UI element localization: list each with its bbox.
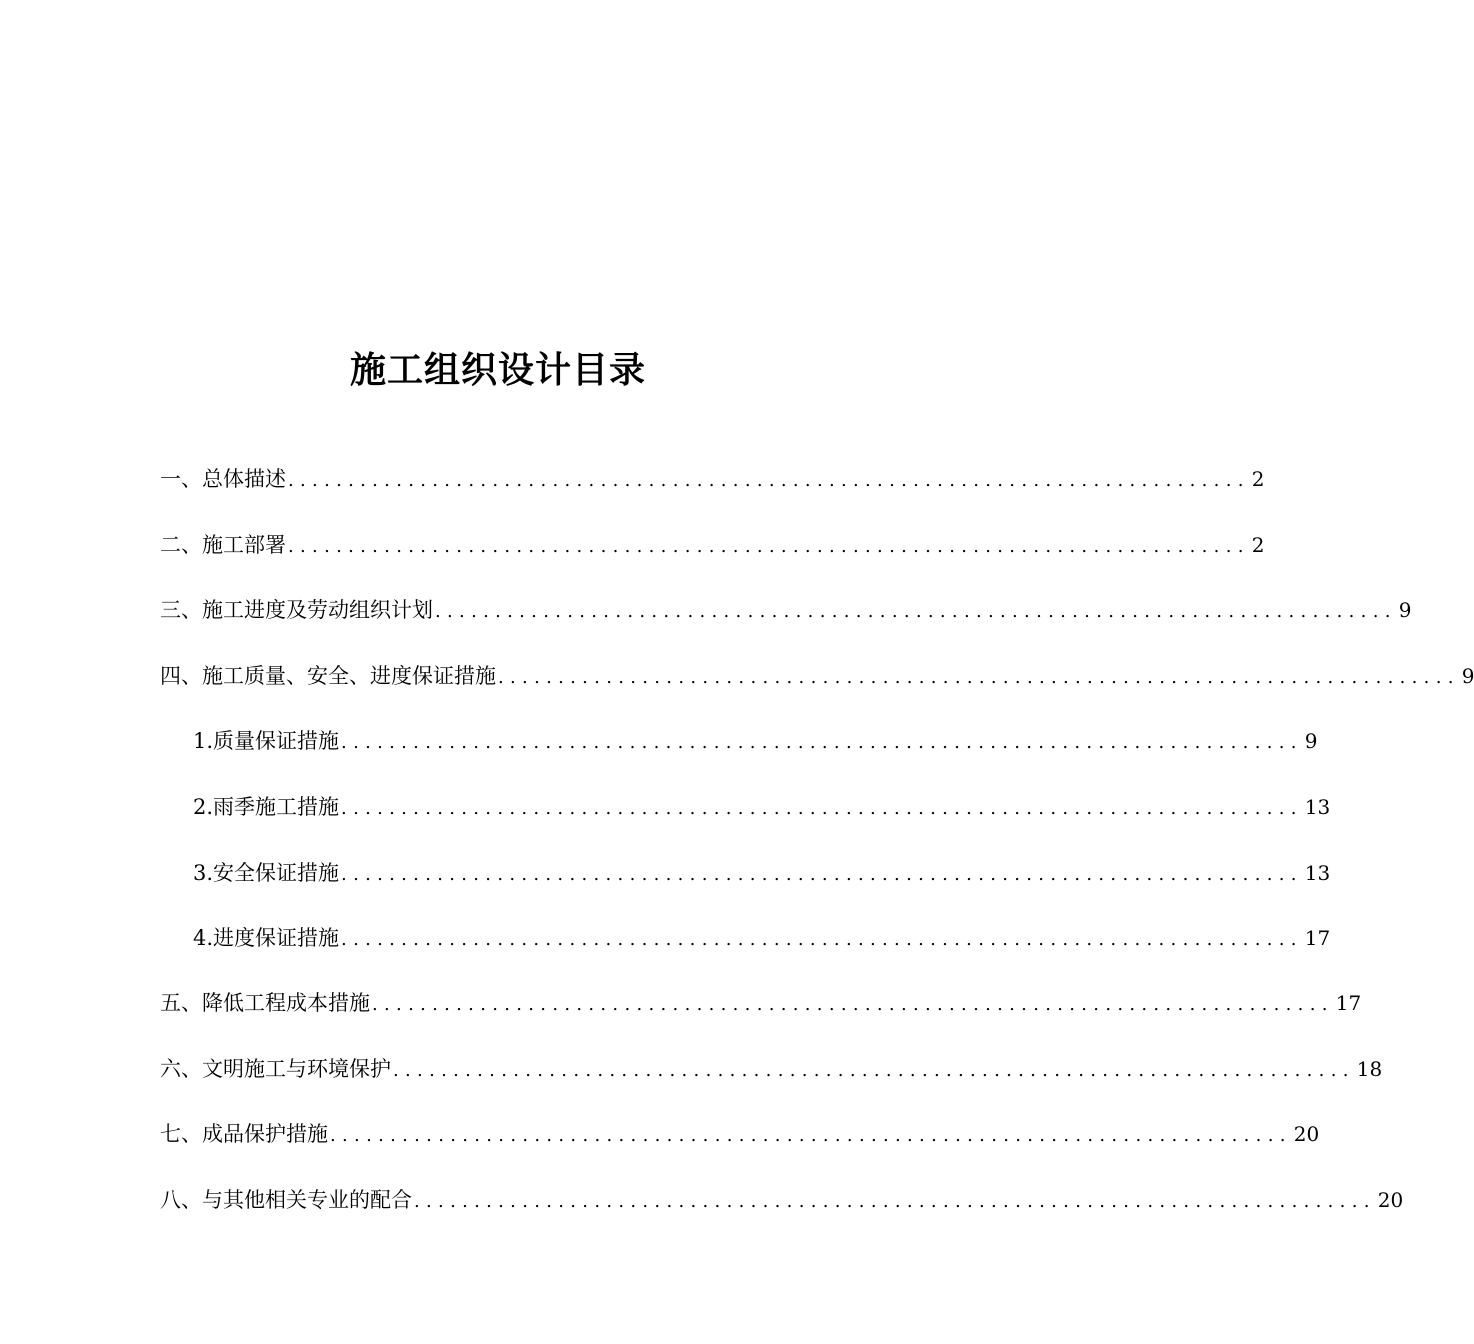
toc-entry-page: 13 (1304, 795, 1331, 819)
toc-entry[interactable] (160, 590, 1412, 630)
toc-entry-label: 五、降低工程成本措施 (160, 991, 370, 1015)
toc-entry[interactable] (193, 918, 1331, 958)
toc-entry-page: 2 (1251, 467, 1265, 491)
toc-entry-page: 17 (1335, 991, 1362, 1015)
toc-dot-leader: ................................................................................ (330, 1125, 1292, 1146)
toc-dot-leader: ................................................................................ (372, 994, 1334, 1015)
toc-dot-leader: ................................................................................ (435, 601, 1397, 622)
toc-entry-label: 4.进度保证措施 (193, 926, 340, 950)
toc-entry[interactable] (160, 983, 1362, 1023)
toc-entry-label: 3.安全保证措施 (193, 861, 340, 885)
toc-entry-label: 四、施工质量、安全、进度保证措施 (160, 664, 496, 688)
toc-entry-label: 2.雨季施工措施 (193, 795, 340, 819)
toc-dot-leader: ................................................................................ (414, 1191, 1376, 1212)
toc-entry[interactable] (160, 1049, 1383, 1089)
toc-dot-leader: ................................................................................ (341, 864, 1303, 885)
page-title: 施工组织设计目录 (349, 349, 646, 391)
toc-entry-page: 9 (1461, 664, 1474, 688)
toc-dot-leader: ................................................................................ (341, 798, 1303, 819)
toc-entry-page: 20 (1293, 1122, 1320, 1146)
toc-dot-leader: ................................................................................ (288, 536, 1250, 557)
toc-dot-leader: ................................................................................ (288, 470, 1250, 491)
toc-entry-page: 20 (1377, 1188, 1404, 1212)
toc-entry[interactable] (193, 787, 1331, 827)
toc-entry-page: 9 (1398, 598, 1412, 622)
toc-dot-leader: ................................................................................ (341, 732, 1303, 753)
toc-entry[interactable] (160, 459, 1265, 499)
toc-entry[interactable] (160, 656, 1474, 696)
toc-dot-leader: ................................................................................ (498, 667, 1460, 688)
toc-entry[interactable] (193, 721, 1318, 761)
toc-entry-page: 18 (1356, 1057, 1383, 1081)
toc-entry-page: 13 (1304, 861, 1331, 885)
toc-entry[interactable] (160, 1114, 1320, 1154)
toc-entry-page: 2 (1251, 533, 1265, 557)
toc-entry-label: 八、与其他相关专业的配合 (160, 1188, 412, 1212)
toc-entry[interactable] (193, 853, 1331, 893)
toc-entry[interactable] (160, 1180, 1404, 1220)
toc-entry-label: 二、施工部署 (160, 533, 286, 557)
toc-entry-page: 17 (1304, 926, 1331, 950)
toc-entry-label: 三、施工进度及劳动组织计划 (160, 598, 433, 622)
toc-entry-page: 9 (1304, 729, 1318, 753)
toc-entry-label: 七、成品保护措施 (160, 1122, 328, 1146)
toc-entry-label: 1.质量保证措施 (193, 729, 340, 753)
toc-dot-leader: ................................................................................ (393, 1060, 1355, 1081)
toc-entry-label: 六、文明施工与环境保护 (160, 1057, 391, 1081)
toc-dot-leader: ................................................................................ (341, 929, 1303, 950)
toc-entry[interactable] (160, 525, 1265, 565)
toc-entry-label: 一、总体描述 (160, 467, 286, 491)
